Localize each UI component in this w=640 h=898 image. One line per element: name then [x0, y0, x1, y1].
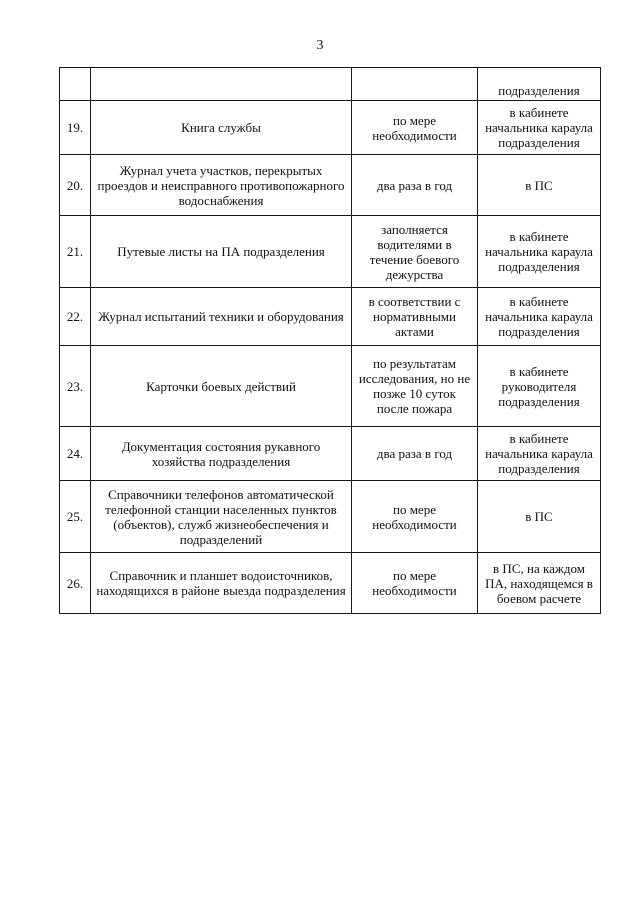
storage-place: в кабинете руководителя подразделения — [478, 346, 601, 427]
storage-place: подразделения — [478, 68, 601, 101]
table-row — [60, 288, 601, 346]
table-row — [60, 553, 601, 614]
document-name: Документация состояния рукавного хозяйства подразделения — [91, 427, 352, 481]
row-number: 23. — [60, 346, 91, 427]
fill-term: по результатам исследования, но не позже 10 суток после пожара — [352, 346, 478, 427]
fill-term — [352, 68, 478, 101]
fill-term: по мере необходимости — [352, 481, 478, 553]
table-row — [60, 346, 601, 427]
storage-place: в кабинете начальника караула подразделения — [478, 288, 601, 346]
row-number — [60, 68, 91, 101]
table-row — [60, 101, 601, 155]
document-name: Справочник и планшет водоисточников, находящихся в районе выезда подразделения — [91, 553, 352, 614]
fill-term: два раза в год — [352, 155, 478, 216]
row-number: 26. — [60, 553, 91, 614]
storage-place: в ПС — [478, 155, 601, 216]
fill-term: по мере необходимости — [352, 101, 478, 155]
documents-table — [59, 67, 601, 614]
table-row — [60, 481, 601, 553]
document-name: Журнал учета участков, перекрытых проездов и неисправного противопожарного водоснабжения — [91, 155, 352, 216]
document-name: Карточки боевых действий — [91, 346, 352, 427]
fill-term: в соответствии с нормативными актами — [352, 288, 478, 346]
fill-term: два раза в год — [352, 427, 478, 481]
document-name — [91, 68, 352, 101]
fill-term: заполняется водителями в течение боевого дежурства — [352, 216, 478, 288]
storage-place: в кабинете начальника караула подразделения — [478, 101, 601, 155]
fill-term: по мере необходимости — [352, 553, 478, 614]
storage-place: в ПС — [478, 481, 601, 553]
row-number: 25. — [60, 481, 91, 553]
storage-place: в кабинете начальника караула подразделения — [478, 427, 601, 481]
document-name: Журнал испытаний техники и оборудования — [91, 288, 352, 346]
table-row-continuation — [60, 68, 601, 101]
row-number: 22. — [60, 288, 91, 346]
row-number: 19. — [60, 101, 91, 155]
table-row — [60, 427, 601, 481]
row-number: 24. — [60, 427, 91, 481]
document-name: Справочники телефонов автоматической телефонной станции населенных пунктов (объектов), служб жизнеобеспечения и подразделений — [91, 481, 352, 553]
page-number: 3 — [316, 38, 324, 53]
storage-place: в ПС, на каждом ПА, находящемся в боевом расчете — [478, 553, 601, 614]
document-name: Путевые листы на ПА подразделения — [91, 216, 352, 288]
table-row — [60, 216, 601, 288]
row-number: 21. — [60, 216, 91, 288]
document-name: Книга службы — [91, 101, 352, 155]
table-row — [60, 155, 601, 216]
row-number: 20. — [60, 155, 91, 216]
storage-place: в кабинете начальника караула подразделения — [478, 216, 601, 288]
